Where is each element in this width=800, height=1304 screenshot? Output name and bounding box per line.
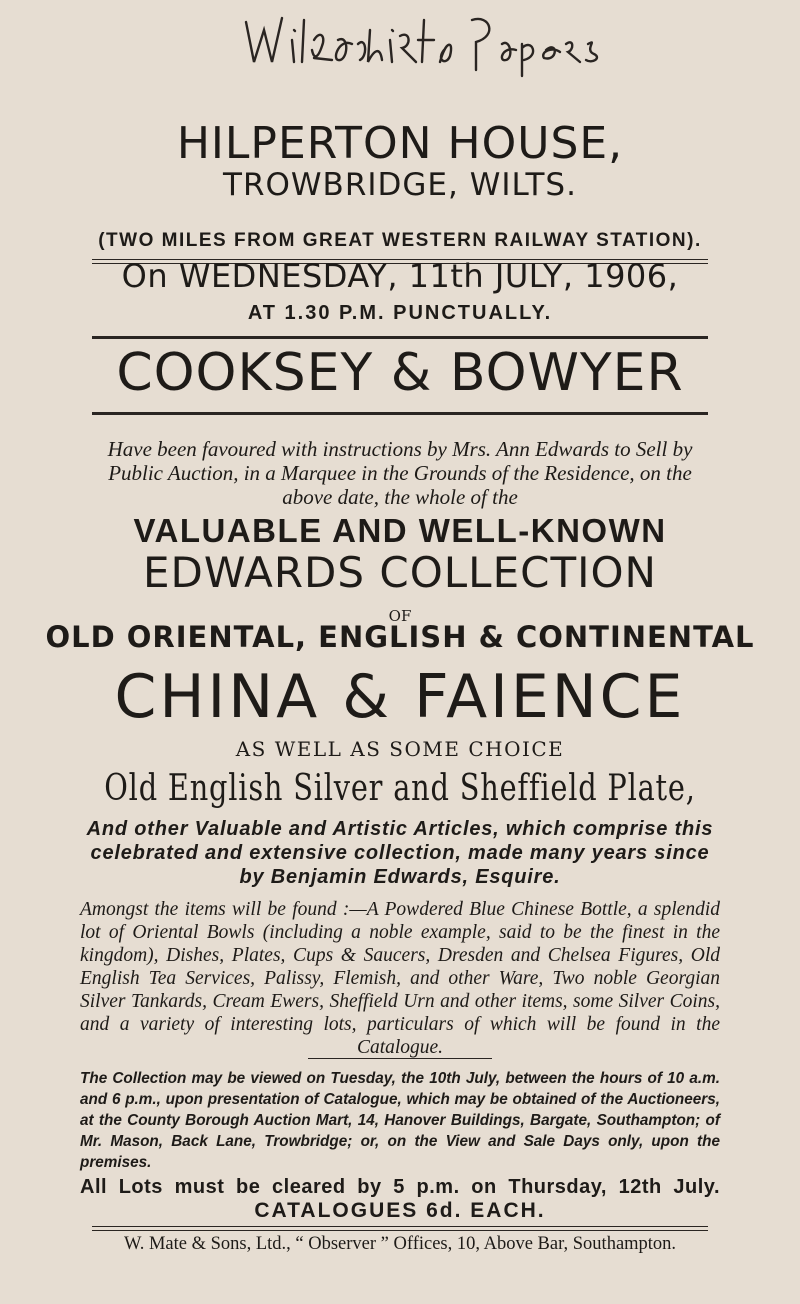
catalogue-price: CATALOGUES 6d. EACH. bbox=[254, 1199, 546, 1222]
viewing-details: The Collection may be viewed on Tuesday, the 10th July, between the hours of 10 a.m. and 6 p.m., upon presentation of Catalogue, which may be obtained of the Auctioneers, at the County Borough Auction Mart, 14, Hanover Buildings, Bargate, Southampton; of Mr. Mason, Back Lane, Trowbridge; or, on the View and Sale Days only, upon the premises. bbox=[80, 1070, 720, 1171]
property-name: HILPERTON HOUSE, bbox=[176, 118, 624, 169]
divider-rule bbox=[92, 412, 708, 415]
property-location: TROWBRIDGE, WILTS. bbox=[223, 167, 577, 203]
short-divider bbox=[308, 1058, 492, 1059]
handwritten-signature bbox=[240, 0, 610, 80]
collection-heading-1: VALUABLE AND WELL-KNOWN bbox=[133, 512, 667, 549]
collection-heading-of: OF bbox=[388, 607, 412, 625]
items-description: Amongst the items will be found :—A Powdered Blue Chinese Bottle, a splendid lot of Oriental Bowls (including a noble example, said to be the finest in the kingdom), Dishes, Plates, Cups & Saucers, Dresden and Chelsea Figures, Old English Tea Services, Palissy, Flemish, and other Ware, Two noble Georgian Silver Tankards, Cream Ewers, Sheffield Urn and other items, some Silver Coins, and a variety of interesting lots, particulars of which will be found in the Catalogue. bbox=[80, 899, 720, 1058]
divider-rule bbox=[92, 1226, 708, 1231]
intro-paragraph: Have been favoured with instructions by Mrs. Ann Edwards to Sell by Public Auction, in a Marquee in the Grounds of the Residence, on the above date, the whole of the bbox=[107, 437, 693, 509]
collection-heading-2: EDWARDS COLLECTION bbox=[143, 548, 657, 597]
sale-date: On WEDNESDAY, 11th JULY, 1906, bbox=[121, 257, 679, 295]
collection-heading-silver: Old English Silver and Sheffield Plate, bbox=[104, 768, 696, 809]
collection-heading-3: OLD ORIENTAL, ENGLISH & CONTINENTAL bbox=[45, 620, 755, 654]
divider-rule bbox=[92, 336, 708, 339]
auctioneer-firm: COOKSEY & BOWYER bbox=[116, 343, 684, 403]
collection-heading-aswell: AS WELL AS SOME CHOICE bbox=[235, 737, 565, 761]
sale-time: AT 1.30 P.M. PUNCTUALLY. bbox=[247, 302, 553, 324]
station-note: (TWO MILES FROM GREAT WESTERN RAILWAY STATION). bbox=[98, 230, 702, 251]
clearance-notice: All Lots must be cleared by 5 p.m. on Thursday, 12th July. bbox=[80, 1176, 720, 1198]
other-articles-paragraph: And other Valuable and Artistic Articles, which comprise this celebrated and extensive collection, made many years since by Benjamin Edwards, Esquire. bbox=[86, 818, 714, 888]
printer-footer: W. Mate & Sons, Ltd., “ Observer ” Offices, 10, Above Bar, Southampton. bbox=[123, 1234, 677, 1254]
collection-heading-china: CHINA & FAIENCE bbox=[114, 662, 686, 732]
